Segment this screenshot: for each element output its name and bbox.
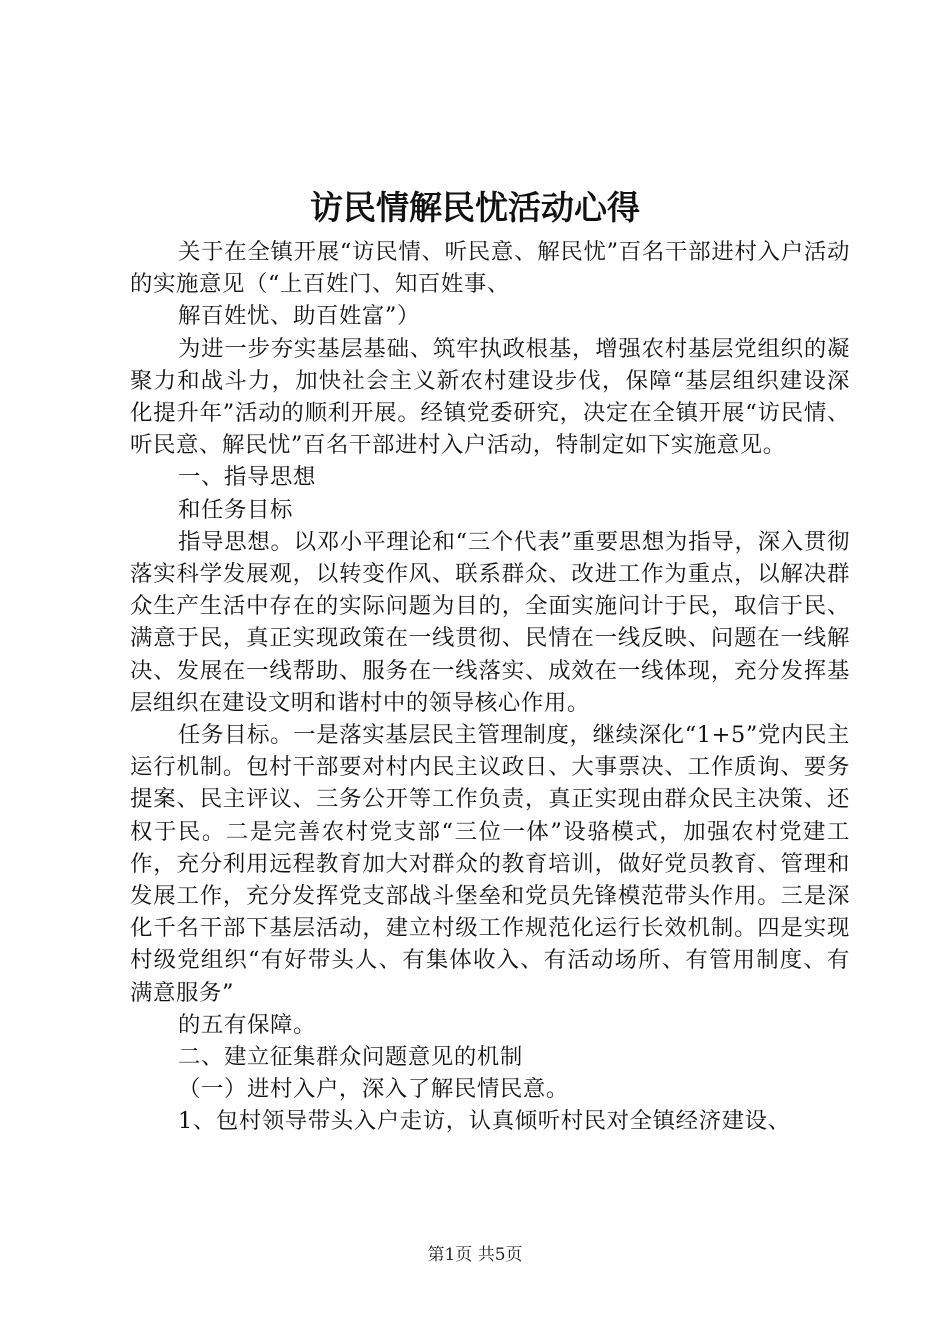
list-item-1: 1、包村领导带头入户走访，认真倾听村民对全镇经济建设、 bbox=[178, 1108, 791, 1135]
paragraph-guiding-thought: 指导思想。以邓小平理论和“三个代表”重要思想为指导，深入贯彻落实科学发展观，以转变作风、联系群众、改进工作为重点，以解决群众生产生活中存在的实际问题为目的，全面实施问计于民，取信于民、满意于民，真正实现政策在一线贯彻、民情在一线反映、问题在一线解决、发展在一线帮助、服务在一线落实、成效在一线体现，充分发挥基层组织在建设文明和谐村中的领导核心作用。 bbox=[130, 528, 850, 716]
paragraph-purpose: 为进一步夯实基层基础、筑牢执政根基，增强农村基层党组织的凝聚力和战斗力，加快社会主义新农村建设步伐，保障“基层组织建设深化提升年”活动的顺利开展。经镇党委研究，决定在全镇开展“访民情、听民意、解民忧”百名干部进村入户活动，特制定如下实施意见。 bbox=[130, 335, 850, 459]
paragraph-intro-continued: 解百姓忧、助百姓富”） bbox=[178, 303, 420, 330]
document-title: 访民情解民忧活动心得 bbox=[310, 188, 640, 227]
section-heading-1-continued: 和任务目标 bbox=[178, 496, 293, 523]
paragraph-task-goals: 任务目标。一是落实基层民主管理制度，继续深化“1+5”党内民主运行机制。包村干部要对村内民主议政日、大事票决、工作质询、要务提案、民主评议、三务公开等工作负责，真正实现由群众民主决策、还权于民。二是完善农村党支部“三位一体”设骆模式，加强农村党建工作，充分利用远程教育加大对群众的教育培训，做好党员教育、管理和发展工作，充分发挥党支部战斗堡垒和党员先锋模范带头作用。三是深化千名干部下基层活动，建立村级工作规范化运行长效机制。四是实现村级党组织“有好带头人、有集体收入、有活动场所、有管用制度、有满意服务” bbox=[130, 722, 850, 1006]
paragraph-task-goals-continued: 的五有保障。 bbox=[178, 1011, 316, 1038]
page-number-footer: 第1页 共5页 bbox=[427, 1245, 523, 1265]
paragraph-intro: 关于在全镇开展“访民情、听民意、解民忧”百名干部进村入户活动的实施意见（“上百姓门、知百姓事、 bbox=[130, 239, 850, 298]
document-body bbox=[130, 236, 850, 1138]
subsection-heading-1: （一）进村入户，深入了解民情民意。 bbox=[178, 1076, 569, 1103]
section-heading-1: 一、指导思想 bbox=[178, 464, 316, 491]
section-heading-2: 二、建立征集群众问题意见的机制 bbox=[178, 1044, 523, 1071]
